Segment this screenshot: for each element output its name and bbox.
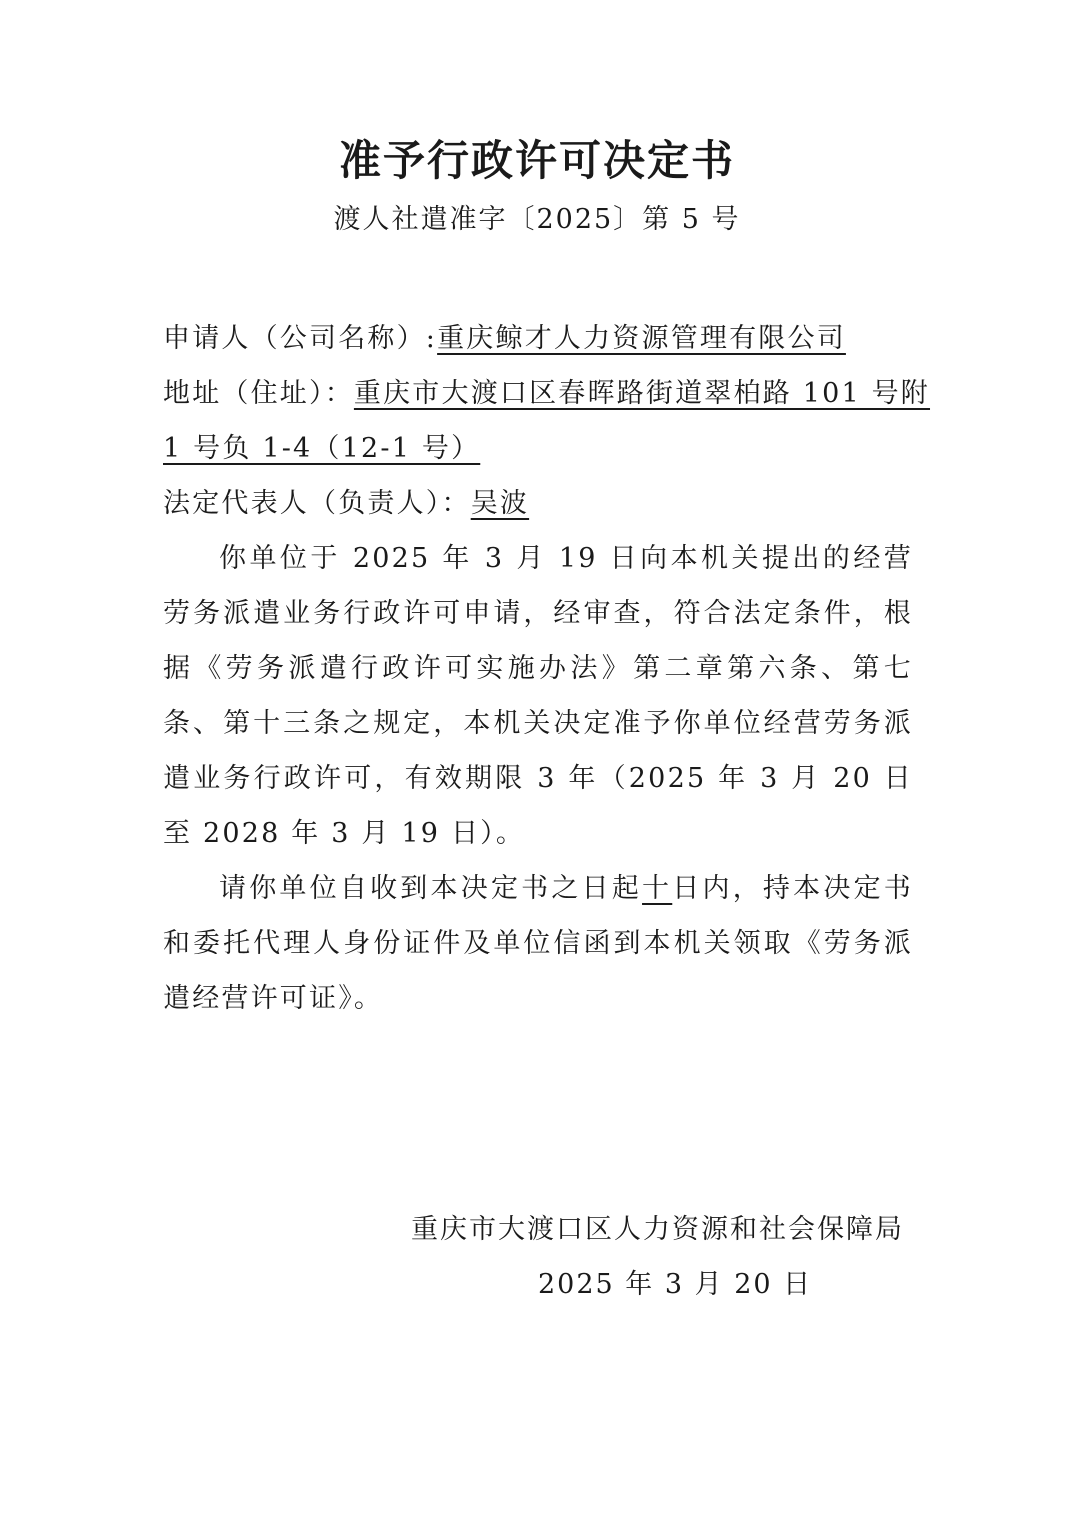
address-value-line2: 1 号负 1-4（12-1 号） xyxy=(163,433,481,464)
applicant-line xyxy=(163,311,913,366)
document-body xyxy=(163,311,931,1026)
legal-rep-name: 吴波 xyxy=(470,488,530,519)
instruction-text-pre: 请你单位自收到本决定书之日起 xyxy=(219,873,643,904)
document-number: 渡人社遣准字〔2025〕第 5 号 xyxy=(333,204,741,235)
address-line xyxy=(163,366,931,421)
legal-rep-line xyxy=(163,476,913,531)
instruction-days: 十 xyxy=(642,873,673,904)
legal-rep-label: 法定代表人（负责人）： xyxy=(163,488,471,519)
address-value-line1: 重庆市大渡口区春晖路街道翠柏路 101 号附 xyxy=(353,378,931,409)
decision-paragraph: 你单位于 2025 年 3 月 19 日向本机关提出的经营劳务派遣业务行政许可申请，经审查，符合法定条件，根据《劳务派遣行政许可实施办法》第二章第六条、第七条、第十三条之规定，本机关决定准予你单位经营劳务派遣业务行政许可，有效期限 3 年（2025 年 3 月 20 日至 2028 年 3 月 19 日）。 xyxy=(163,543,913,849)
applicant-label: 申请人（公司名称）: xyxy=(163,323,438,354)
instruction-text-post: 日内，持本决定书和委托代理人身份证件及单位信函到本机关领取《劳务派遣经营许可证》。 xyxy=(163,873,913,1014)
address-label: 地址（住址）： xyxy=(163,378,354,409)
issuer-name: 重庆市大渡口区人力资源和社会保障局 xyxy=(411,1214,904,1245)
instruction-paragraph xyxy=(163,861,913,1026)
document-title: 准予行政许可决定书 xyxy=(338,136,735,185)
applicant-name: 重庆鲸才人力资源管理有限公司 xyxy=(437,323,846,354)
address-line-2 xyxy=(163,421,913,476)
issue-date: 2025 年 3 月 20 日 xyxy=(538,1269,813,1300)
